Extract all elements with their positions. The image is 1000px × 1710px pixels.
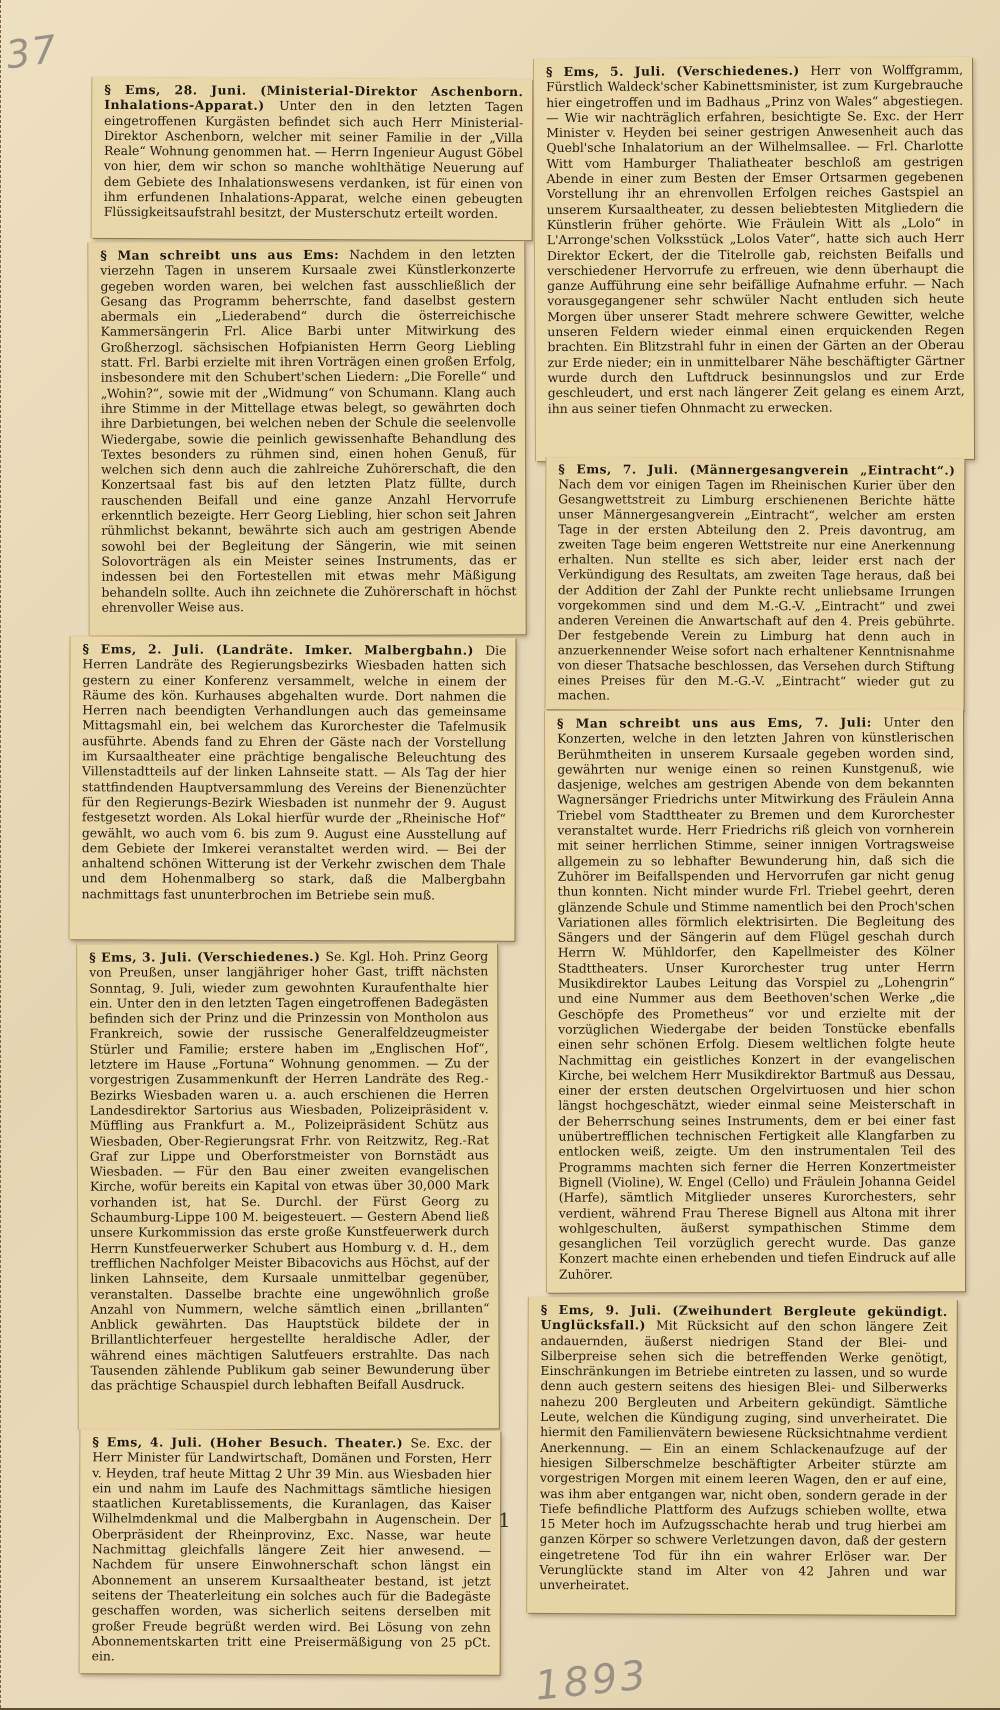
clipping-headline: § Ems, 28. Juni. (Ministerial-Direktor Aschenborn. Inhalations-Apparat.) bbox=[104, 81, 524, 114]
clipping-body: Mit Rücksicht auf den schon längere Zeit andauernden, äußerst niedrigen Stand der Blei- und Silberpreise sehen sich die betreffenden Werke genötigt, Einschränkungen im Betriebe eintreten zu lassen, und so wurde denn auch gestern seitens des hiesigen Blei- und Silberwerks nahezu 200 Bergleuten und Arbeitern gekündigt. Sämtliche Leute, welchen die Kündigung zuging, sind unverheiratet. Die hiermit den Familienvätern bewiesene Rücksichtnahme verdient Anerkennung. — Ein an einem Schlackenaufzuge auf der hiesigen Silberschmelze beschäftigter Arbeiter stürzte am vorgestrigen Morgen mit einem leeren Wagen, den er auf eine, was ihm aber entgangen war, nicht oben, sondern gerade in der Tiefe befindliche Plattform des Aufzugs schieben wollte, etwa 15 Meter hoch im Aufzugsschachte herab und trug hierbei am ganzen Körper so schwere Verletzungen davon, daß der gestern eingetretene Tod für ihn ein wahrer Erlöser war. Der Verunglückte stand im Alter von 42 Jahren und war unverheiratet. bbox=[539, 1317, 948, 1593]
clipping-liederabend bbox=[88, 241, 525, 636]
clipping-headline: § Ems, 7. Juli. (Männergesangverein „Eintracht“.) bbox=[558, 462, 956, 478]
clipping-headline: § Ems, 2. Juli. (Landräte. Imker. Malbergbahn.) bbox=[82, 641, 486, 658]
clipping-body: Se. Kgl. Hoh. Prinz Georg von Preußen, unser langjähriger hoher Gast, trifft nächsten Sonntag, 9. Juli, wieder zum gewohnten Kuraufenthalte hier ein. Unter den in den letzten Tagen eingetroffenen Badegästen befinden sich der Prinz und die Prinzessin von Montholon aus Frankreich, sowie der russische Generalfeldzeugmeister Stürler und Familie; erstere haben im „Englischen Hof“, letztere im Hause „Fortuna“ Wohnung genommen. — Zu der vorgestrigen Zusammenkunft der Herren Landräte des Reg.-Bezirks Wiesbaden waren u. a. auch erschienen die Herren Landesdirektor Sartorius aus Wiesbaden, Polizeipräsident v. Müffling aus Frankfurt a. M., Polizeipräsident Schütz aus Wiesbaden, Ober-Regierungsrat Frhr. von Reitzwitz, Reg.-Rat Graf zur Lippe und Oberforstmeister von Bornstädt aus Wiesbaden. — Für den Bau einer zweiten evangelischen Kirche, wofür bereits ein Kapital von etwas über 30,000 Mark vorhanden ist, hat Se. Durchl. der Fürst Georg zu Schaumburg-Lippe 100 M. beigesteuert. — Gestern Abend ließ unsere Kurkommission das erste große Kunstfeuerwerk durch Herrn Kunstfeuerwerker Schubert aus Homburg v. d. H., dem trefflichen Nachfolger Meister Bibacovichs aus Höchst, auf der linken Lahnseite, dem Kursaale unmittelbar gegenüber, veranstalten. Dasselbe brachte eine ungewöhnlich große Anzahl von Nummern, welche sämtlich einen „brillanten“ Anblick gewährten. Das Hauptstück bildete der in Brillantlichterfeuer hergestellte heraldische Adler, der während eines mächtigen Salutfeuers erstrahlte. Das nach Tausenden zählende Publikum gab seiner Bewunderung über das prächtige Schauspiel durch lebhaften Beifall Ausdruck. bbox=[89, 948, 490, 1394]
page-edge bbox=[0, 0, 4, 1708]
clipping-body: Se. Exc. der Herr Minister für Landwirtschaft, Domänen und Forsten, Herr v. Heyden, traf heute Mittag 2 Uhr 39 Min. aus Wiesbaden hier ein und nahm im Laufe des Nachmittags sämtliche hiesigen staatlichen Kuretablissements, die Kuranlagen, das Kaiser Wilhelmdenkmal und die Malbergbahn in Augenschein. Der Oberpräsident der Rheinprovinz, Exc. Nasse, war heute Nachmittag gleichfalls längere Zeit hier anwesend. — Nachdem für unsere Einwohnerschaft schon längst ein Abonnement an unserem Kursaaltheater bestand, ist jetzt seitens der Theaterleitung ein solches auch für die Badegäste geschaffen worden, was sicherlich seitens derselben mit großer Freude begrüßt werden wird. Bei Lösung von zehn Abonnementskarten tritt eine Preisermäßigung von 25 pCt. ein. bbox=[91, 1435, 492, 1664]
clipping-headline: § Ems, 9. Juli. (Zweihundert Bergleute gekündigt. Unglücksfall.) bbox=[540, 1301, 948, 1333]
clipping-headline: § Ems, 3. Juli. (Verschiedenes.) bbox=[89, 948, 326, 965]
clipping-landraete bbox=[69, 636, 515, 941]
clipping-body: Die Herren Landräte des Regierungsbezirks Wiesbaden hatten sich gestern zu einer Konferenz versammelt, welche in einem der Räume des kön. Kurhauses abgehalten wurde. Dort nahmen die Herren nach beendigten Verhandlungen auch das gemeinsame Mittagsmahl ein, bei welchem das Kurorchester die Tafelmusik ausführte. Abends fand zu Ehren der Gäste nach der Vorstellung im Kursaaltheater eine prächtige bengalische Beleuchtung des Villenstadtteils auf der linken Lahnseite statt. — Als Tag der hier stattfindenden Hauptversammlung des Vereins der Bienenzüchter für den Regierungs-Bezirk Wiesbaden ist nunmehr der 9. August festgesetzt worden. Als Lokal hierfür wurde der „Rheinische Hof“ gewählt, wo auch vom 6. bis zum 9. August eine Ausstellung auf dem Gebiete der Imkerei veranstaltet werden wird. — Bei der anhaltend schönen Witterung ist der Verkehr zwischen dem Thale und dem Hohenmalberg so stark, daß die Malbergbahn nachmittags fast ununterbrochen im Betriebe sein muß. bbox=[81, 642, 507, 903]
clipping-eintracht bbox=[546, 457, 965, 710]
margin-mark: 1 bbox=[498, 1508, 511, 1532]
clipping-body: Nachdem in den letzten vierzehn Tagen in unserem Kursaale zwei Künstlerkonzerte gegeben worden waren, bei welchen fast ausschließlich der Gesang das Programm beherrschte, fand daselbst gestern abermals ein „Liederabend“ durch die österreichische Kammersängerin Frl. Alice Barbi unter Mitwirkung des Großherzogl. sächsischen Hofpianisten Herrn Georg Liebling statt. Frl. Barbi erzielte mit ihren Vorträgen einen großen Erfolg, insbesondere mit den Schubert'schen Liedern: „Die Forelle“ und „Wohin?“, sowie mit der „Widmung“ von Schumann. Klang auch ihre Stimme in der Mittellage etwas belegt, so gewährten doch ihre Darbietungen, bei welchen neben der Schule die seelenvolle Wiedergabe, sowie die peinlich gewissenhafte Behandlung des Textes besonders zu rühmen sind, einen hohen Genuß, für welchen sich denn auch die zahlreiche Zuhörerschaft, die den Konzertsaal fast bis auf den letzten Platz füllte, durch rauschenden Beifall und eine ganze Anzahl Hervorrufe erkenntlich bezeigte. Herr Georg Liebling, hier schon seit Jahren rühmlichst bekannt, bewährte sich auch am gestrigen Abende sowohl bei der Begleitung der Sängerin, wie mit seinen Solovorträgen als ein Meister seines Instruments, das er indessen bei den Fortestellen mit etwas mehr Mäßigung behandeln sollte. Auch ihn zeichnete die Zuhörerschaft in höchst ehrenvoller Weise aus. bbox=[100, 246, 517, 615]
clipping-body: Nach dem vor einigen Tagen im Rheinischen Kurier über den Gesangwettstreit zu Limburg erschienenen Berichte hätte unser Männergesangverein „Eintracht“, welcher am ersten Tage in der ersten Abteilung den 2. Preis davontrug, am zweiten Tage beim engeren Wettstreite nur eine Anerkennung erhalten. Nun stellte es sich aber, leider erst nach der Verkündigung des Resultats, am zweiten Tage heraus, daß bei der Addition der Zahl der Punkte recht unliebsame Irrungen vorgekommen sind und dem M.-G.-V. „Eintracht“ und zwei anderen Vereinen die Anwartschaft auf den 4. Preis gebührte. Der festgebende Verein zu Limburg hat denn auch in anzuerkennender Weise sofort nach erhaltener Kenntnisnahme von dieser Thatsache beschlossen, das Versehen durch Stiftung eines Preises für den M.-G.-V. „Eintracht“ wieder gut zu machen. bbox=[557, 477, 956, 703]
clipping-hoher-besuch bbox=[80, 1429, 501, 1674]
clipping-headline: § Man schreibt uns aus Ems, 7. Juli: bbox=[557, 714, 884, 731]
clipping-aschenborn bbox=[92, 77, 533, 240]
clipping-konzert-friedrichs bbox=[545, 709, 965, 1292]
clipping-headline: § Ems, 4. Juli. (Hoher Besuch. Theater.) bbox=[92, 1434, 411, 1451]
clipping-body: Unter den in den letzten Tagen eingetroffenen Kurgästen befindet sich auch Herr Ministerial-Direktor Aschenborn, welcher mit seiner Familie in der „Villa Reale“ Wohnung genommen hat. — Herrn Ingenieur August Göbel von hier, dem wir schon so manche wohlthätige Neuerung auf dem Gebiete des Inhalationswesens verdanken, ist für einen von ihm erfundenen Inhalations-Apparat, welche einen gebeugten Flüssigkeitsaufstrahl besitzt, der Musterschutz erteilt worden. bbox=[103, 98, 524, 222]
pencil-page-number: 37 bbox=[3, 26, 62, 78]
pencil-year-note: 1893 bbox=[532, 1652, 651, 1710]
clipping-bergleute-gekuendigt bbox=[527, 1297, 957, 1615]
clipping-body: Unter den Konzerten, welche in den letzten Jahren von künstlerischen Berühmtheiten in unserem Kursaale gegeben worden sind, gewährten nur wenige einen so reinen Kunstgenuß, wie dasjenige, welches am gestrigen Abende von dem bekannten Wagnersänger Friedrichs unter Mitwirkung des Fräulein Anna Triebel vom Stadttheater zu Bremen und dem Kurorchester veranstaltet wurde. Herr Friedrichs riß gleich von vornherein mit seiner herrlichen Stimme, seiner innigen Vortragsweise allgemein zu so lebhafter Bewunderung hin, daß sich die Zuhörer im Beifallspenden und Hervorrufen gar nicht genug thun konnten. Nicht minder wurde Frl. Triebel geehrt, deren glänzende Schule und Stimme namentlich bei den Proch'schen Variationen alles förmlich elektrisirten. Die Begleitung des Sängers und der Sängerin auf dem Flügel geschah durch Herrn W. Mühldorfer, den Kapellmeister des Kölner Stadttheaters. Unser Kurorchester trug unter Herrn Musikdirektor Laubes Leitung das Vorspiel zu „Lohengrin“ und eine Nummer aus dem Beethoven'schen Werke „die Geschöpfe des Prometheus“ vor und erzielte mit der vorzüglichen Wiedergabe der beiden Tonstücke ebenfalls einen sehr schönen Erfolg. Diesem weltlichen folgte heute Nachmittag ein geistliches Konzert in der evangelischen Kirche, bei welchem Herr Musikdirektor Bartmuß aus Dessau, einer der ersten deutschen Orgelvirtuosen und hier schon längst hochgeschätzt, wieder einmal seine Meisterschaft in der Beherrschung seines Instruments, dem er bei einer fast unübertrefflichen technischen Fertigkeit alle Klangfarben zu entlocken weiß, zeigte. Um den instrumentalen Teil des Programms machten sich ferner die Herren Konzertmeister Bignell (Violine), W. Engel (Cello) und Fräulein Johanna Geidel (Harfe), sämtlich Mitglieder unseres Kurorchesters, sehr verdient, während Frau Therese Bignell aus Altona mit ihrer wohlgeschulten, äußerst sympathischen Stimme dem gesanglichen Teil vorzüglich gerecht wurde. Das ganze Konzert machte einen erhebenden und tiefen Eindruck auf alle Zuhörer. bbox=[557, 714, 956, 1282]
clipping-headline: § Ems, 5. Juli. (Verschiedenes.) bbox=[545, 62, 811, 80]
clipping-headline: § Man schreibt uns aus Ems: bbox=[100, 246, 350, 263]
clipping-verschiedenes-3-juli bbox=[77, 943, 499, 1429]
clipping-body: Herr von Wolffgramm, Fürstlich Waldeck'scher Kabinettsminister, ist zum Kurgebrauche hier eingetroffen und im Badhaus „Prinz von Wales“ abgestiegen. — Wie wir nachträglich erfahren, besichtigte Se. Exc. der Herr Minister v. Heyden bei seiner gestrigen Anwesenheit auch das Quebl'sche Inhalatorium an der Wilhelmsallee. — Frl. Charlotte Witt vom Hamburger Thaliatheater beschloß am gestrigen Abende in einer zum Besten der Emser Ortsarmen gegebenen Vorstellung ihr an ehrenvollen Erfolgen reiches Gastspiel an unserem Kursaaltheater, zu dessen beliebtesten Mitgliedern die Künstlerin früher gehörte. Wie Fräulein Witt als „Lolo“ in L'Arronge'schen Volksstück „Lolos Vater“, hatte sich auch Herr Direktor Eckert, der die Titelrolle gab, reichsten Beifalls und verschiedener Hervorrufe zu erfreuen, wie denn überhaupt die ganze Aufführung eine sehr beifällige Aufnahme erfuhr. — Nach vorausgegangener sehr schwüler Nacht entluden sich heute Morgen über unserer Stadt mehrere schwere Gewitter, welche unseren Feldern wieder einmal einen erquickenden Regen brachten. Ein Blitzstrahl fuhr in einen der Gärten an der Oberau zur Erde nieder; ein in unmittelbarer Nähe beschäftigter Gärtner wurde durch den Luftdruck besinnungslos und zur Erde geschleudert, und erst nach längerer Zeit gelang es einem Arzt, ihn aus seiner tiefen Ohnmacht zu erwecken. bbox=[546, 61, 965, 416]
clipping-verschiedenes-5-juli bbox=[534, 57, 974, 461]
